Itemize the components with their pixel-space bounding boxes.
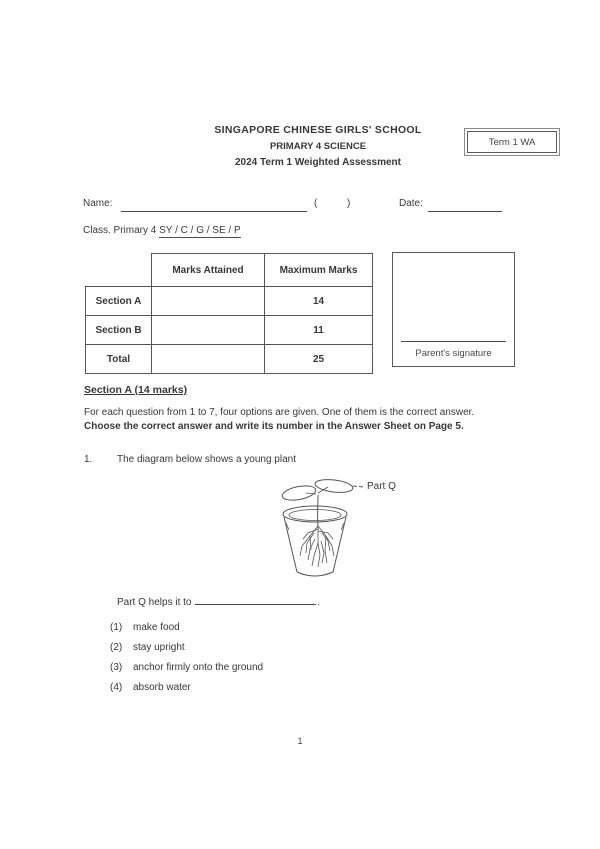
option-4-text: absorb water (133, 681, 191, 693)
row-label-section-b: Section B (85, 316, 152, 345)
answer-blank (195, 594, 316, 605)
section-a-heading: Section A (14 marks) (84, 384, 188, 396)
name-label: Name: (83, 198, 113, 209)
term-box-label: Term 1 WA (467, 131, 557, 153)
section-b-marks-attained (152, 316, 265, 345)
section-a-marks-attained (152, 287, 265, 316)
signature-label: Parent's signature (415, 348, 492, 359)
col-header-marks-attained: Marks Attained (152, 253, 265, 287)
section-b-maximum-marks: 11 (265, 316, 373, 345)
prompt-text: Part Q helps it to (117, 597, 192, 608)
col-header-maximum-marks: Maximum Marks (265, 253, 373, 287)
section-a-maximum-marks: 14 (265, 287, 373, 316)
row-label-section-a: Section A (85, 287, 152, 316)
index-paren-close: ) (347, 198, 351, 209)
question-1-text: The diagram below shows a young plant (117, 454, 296, 465)
instruction-line-2: Choose the correct answer and write its number in the Answer Sheet on Page 5. (84, 421, 464, 432)
young-plant-diagram (270, 473, 420, 588)
row-label-total: Total (85, 345, 152, 374)
question-1-prompt (117, 594, 320, 608)
option-1 (110, 617, 263, 637)
table-corner-empty (85, 253, 152, 287)
option-4-number: (4) (110, 681, 123, 693)
page-number: 1 (297, 736, 303, 747)
option-2 (110, 637, 263, 657)
parent-signature-box (392, 252, 515, 367)
total-maximum-marks: 25 (265, 345, 373, 374)
option-1-number: (1) (110, 621, 123, 633)
option-4 (110, 677, 263, 697)
index-paren-open: ( (314, 198, 318, 209)
question-1-number: 1. (84, 454, 93, 465)
date-label: Date: (399, 198, 423, 209)
option-3-number: (3) (110, 661, 123, 673)
total-marks-attained (152, 345, 265, 374)
class-row (83, 225, 241, 236)
class-label: Class. Primary 4 (83, 225, 157, 236)
date-blank (428, 199, 502, 212)
school-name: SINGAPORE CHINESE GIRLS' SCHOOL (214, 124, 422, 136)
option-1-text: make food (133, 621, 180, 633)
marks-table (85, 253, 375, 374)
part-q-label: Part Q (367, 481, 396, 492)
question-1-options (110, 617, 263, 697)
young-plant-drawing (270, 473, 420, 588)
signature-line (401, 341, 506, 342)
option-2-text: stay upright (133, 641, 185, 653)
instruction-line-1: For each question from 1 to 7, four options are given. One of them is the correct answer. (84, 407, 475, 418)
name-blank (121, 199, 307, 212)
assessment-title: 2024 Term 1 Weighted Assessment (235, 157, 401, 168)
subject-title: PRIMARY 4 SCIENCE (269, 141, 367, 152)
prompt-period: . (317, 597, 321, 608)
term-box (464, 128, 560, 156)
class-options: SY / C / G / SE / P (159, 225, 241, 236)
option-3 (110, 657, 263, 677)
option-3-text: anchor firmly onto the ground (133, 661, 264, 673)
option-2-number: (2) (110, 641, 123, 653)
